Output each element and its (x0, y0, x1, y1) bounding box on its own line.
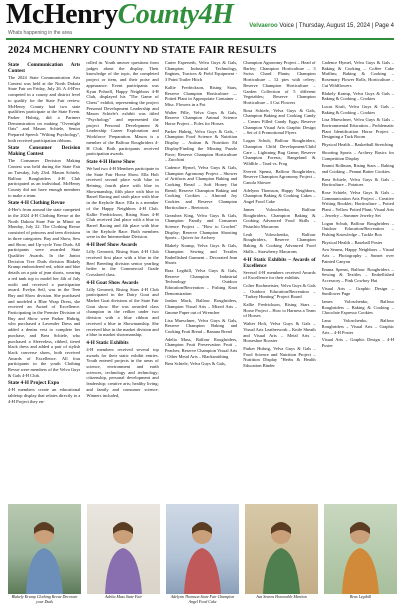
section-body: Leah Voloschenko, Balfour Roughriders, Reserve Champion Baking & Cooking Advanced Food Skills – Strawberry Macarons (243, 231, 316, 254)
article-column (86, 60, 158, 500)
article-column (322, 60, 394, 500)
photo-caption: Brax Legibill (349, 594, 372, 599)
person-figure (166, 504, 239, 594)
section-body: Colter Bochmeister, Velva Guys & Gals – Outdoor Education/Recreation – "Turkey Hunting" Project Board (243, 282, 316, 300)
brand-logo (6, 0, 233, 30)
brand-left: McHenry (6, 0, 118, 30)
section-body: Several 4-H members received Awards of Excellence for their exhibits. (243, 269, 316, 281)
section-body: The 2024 State Communication Arts Contest was held at the North Dakota State Fair on Friday, July 26. A 4-H'ers competed in a county and district level to qualify for the State Fair review. McHenry County had two state qualifiers participate at the State Event. Parker Hubrig, did a Partners Demonstration on making "Overnight Oats" and Mason Schiele, Senior Prepared Speech "Wilting Psychology", both received participation ribbons. (8, 75, 81, 143)
tagline: Whats happening in the area (8, 30, 72, 36)
section-body: James Voloschenko, Balfour Roughriders, Champion Baking & Cooking Advanced Food Skills – Pistachio Macarons (243, 206, 316, 229)
section-heading: 4-H Goat Show Awards (86, 279, 139, 286)
photo-item (245, 504, 318, 610)
section-body: Adelia Mass, Balfour Roughriders, Champion Fruit Preservation Fruit – Peaches; Reserve Champion Visual Arts / Other Metal Arts – Blacksmithing (164, 336, 238, 359)
section-body: Brea Schiele, Velva Guys & Gals, (164, 361, 226, 367)
section-body: Lilly Geroneit, Rising Stars 4-H Club participated in the Dairy Goat and Market Goat divisions of the State Fair Goat show. She was awarded class champion in the reilker under two division with a blue ribbon and received a blue in Showmanship. She received blue in the market division and a blue in market showmanship. (86, 286, 159, 338)
section-body: James Voloschenko, Balfour Roughriders – Baking & Cooking – Chocolate Espresso Cookies (321, 299, 395, 316)
brand-right: County4H (117, 0, 234, 30)
section-body: Lilly Geroneit, Rising Stars 4-H Club received first place with a blue in the Beef Breeding division senior yearling heifer in the Commercial Grade Crossbred class. (86, 249, 159, 277)
section-heading: State 4-H Project Expo (8, 380, 60, 387)
section-body: Brea Schiele, Velva Guys & Gals – Horticulture – Potatoes (321, 176, 395, 188)
photo-image (245, 504, 318, 594)
section-body: Ava Searns, Happy Neighbors – Visual Arts – Photography – Sunset over Painted Canyon (321, 247, 395, 264)
section-body: Parker Hubrig, Velva Guys & Gals, - Champion Food Science & Nutrition Display – Autism & Nutrition Ed Display/Finding the Missing Puzzle Piece; Reserve Champion Horticulture – Zucchini (164, 128, 238, 163)
section-body: Rosa Schiele, Velva Guys & Gals, Champion Baking and Cooking Candy – Cream Filled Candy Eggs; Reserve Champion Visual Arts Graphic Design – Set of 4 Promotional Flyers (243, 107, 316, 136)
section-body: Logan Schuh, Balfour Roughriders, Champion Child Development/Child Care – Lightning Bug Game; Reserve Champion Forests, Rangeland & Wildlife – Toad vs. Frog (243, 138, 316, 166)
section-body: Cadence Hymel, Velva Guys & Gals – Baking & Cooking – Coffee Cake Muffins; Baking & Cooking – Rosemary Flower Rolls; Horticulture – Cut Wildflowers (321, 60, 395, 88)
article-column (243, 60, 315, 500)
section-body: Shooting Sports – Archery Basics for Competition Display (321, 149, 395, 161)
person-figure (245, 504, 318, 594)
section-heading: 4-H Beef Show Awards (86, 242, 138, 249)
section-body: Lana Voloschenko, Balfour Roughriders – Visual Arts – Graphic Arts – 4-H Poster (321, 318, 395, 335)
person-figure (324, 504, 397, 594)
section-body: Parker Hubrig, Velva Guys & Gals – Food Science and Nutrition Project – Nutrition Display "Herbs & Health Education Binder (243, 345, 316, 369)
section-body: Lisa Mueschner, Velva Guys & Gals, Reserve Champion Baking and Cooking Fruit Bread – Banana Bread (164, 317, 238, 334)
photo-image (87, 504, 160, 594)
section-body: Rose Schiele, Velva Guys & Gals – Communication Arts Project – Creative Writing Booklet; Horticulture – Potted Plant – Yellow Potted Plant; Visual Arts – Jewelry – Summer Jewelry Set (321, 190, 395, 218)
section-heading: State 4-H Clothing Revue (8, 200, 65, 207)
section-body: Blakely Kramp, Velva Guys & Gals – Baking & Cooking – Cookies (321, 90, 395, 102)
photo-caption: Blakely Kramp Clothing Revue Decorate your Duds (11, 594, 78, 604)
photo-item (8, 504, 81, 610)
section-body: Cadence Hymel, Velva Guys & Gals, Champion Agronomy Project – Shower of Artifacts and Champion Baking and Cooking Bread – Soft Honey Oat Bread; Reserve Champion Baking and Cooking Cookies – Almond Joy Cookies and Reserve Champion Horticulture – Beetroots (164, 164, 238, 210)
section-body: Kallie Fredrickson, Rising Stars, Reserve Champion Horticulture — Potted Plant in Appropriate Container – Misc. Flowers in a Pot (164, 84, 238, 107)
photo-image (324, 504, 397, 594)
section-body: Champion Agronomy Project – Head of Barley; Champion Horticulture – 3 Swiss Chard Plants; Champion Horticulture – 12 pies with celery; Reserve Champion Horticulture – Garden Collection of 5 different Vegetables; Reserve Champion Horticulture – 3 Cut Flowers (243, 60, 316, 105)
photo-image (166, 504, 239, 594)
section-heading: State Consumer Decision Making Contest (8, 145, 81, 158)
article-column (8, 60, 80, 500)
section-body: Logan Schuh, Balfour Roughriders – Outdoor Education/Recreation – Fishing Knowledge – Tackle Box (321, 220, 395, 237)
photo-caption: Adelia Mass State Fair (105, 594, 142, 599)
photo-item (324, 504, 397, 610)
photo-item (87, 504, 160, 610)
section-body: Lisa Mueschner, Velva Guys & Gals – Environmental Education – Problematic Plant Identification Horse Project – Designing a Tack Room (321, 117, 395, 140)
section-body: The Consumer Decision Making Contest was held during the State Fair on Tuesday, July 23rd. Mason Schiele, Balfour Roughriders 4-H Club participated as an individual. McHenry County did not have enough members to make a team. (8, 158, 81, 198)
section-body: rolled in. Youth answer questions from judges about the display. Their knowledge of the topic, the completed project or item, and their poise and appearance. Event participants was Kyan Pohsell, Happy Neighbors 4-H Club, displayed his "The Game of Chess" exhibit, representing the project Personal Development Leadership and Mason Schiele's exhibit was titled "Psychology" and represented the project Personal Development & Leadership Career Exploration and Workforce Preparation. Mason is a member of the Balfour Roughriders 4-H Club. Both participants received participation awards. (86, 60, 159, 157)
section-body: We had two 4-H Members participate in the State Fair Horse Show. Ella Holt received second place with blue in Reining, fourth place with blue in Showmanship, fifth place with blue in Barrel Racing and sixth place with blue in the Keyhole Race. Ella is a member of the Happy Neighbors 4-H Club. Kallie Fredrickson, Rising Stars 4-H Club received 2nd place with a blue in Barrel Racing and 4th place with blue in the Keyhole Race. Both members were in the Intermediate Division. (86, 165, 159, 240)
person-figure (8, 504, 81, 594)
photo-strip (8, 504, 394, 610)
section-body: Walter Pille, Velva Guys & Gals, Reserve Champion Animal Science Horse Project – Poles for Horses (164, 109, 238, 127)
article-columns (8, 60, 394, 500)
section-body: Blakely Kramp, Velva Guys & Gals, Champion Sewing and Textiles Embellished Garment – Decorated Jean Shorts (164, 243, 238, 266)
section-body: Greashea King, Velva Guys & Gals, Champion Family and Consumer Science Project – "How to Crochet" Display; Reserve Champion Shooting Sports – Quiver for Archery (164, 212, 238, 241)
page-headline: 2024 MCHENRY COUNTY ND STATE FAIR RESULTS (8, 45, 277, 56)
section-body: 4-H members received several top awards for their static exhibit entries. Youth entered projects in the areas of science, environment and earth sciences, technology and technology; citizenship, personal development and leadership; creative arts; healthy living; and family and consumer science. Winners included, (86, 346, 159, 398)
photo-image (8, 504, 81, 594)
section-body: Everett Spenst, Balfour Roughriders, Reserve Champion Agronomy Project – Canola Shower (243, 168, 316, 186)
masthead-rule (6, 38, 394, 40)
section-body: Lucas Kraft, Velva Guys & Gals – Baking & Cooking – Cookies (321, 103, 395, 115)
section-heading: 4-H Static Exhibits – Awards of Excellence (243, 256, 316, 269)
section-body: 4-H members create an educational tabletop display that relates directly to a 4-H Project they en- (8, 387, 81, 404)
section-body: Adelynn Thomson, Happy Neighbors, Champion Baking & Cooking Cakes – Angel Food Cake (243, 187, 316, 205)
photo-caption: Adelynn Thomson State Fair Champion Angel Food Cake (170, 594, 235, 604)
section-body: Jordan Mack, Balfour Roughriders, Champion Visual Arts – Mixed Arts – Gnome Paper out of Wrencher (164, 298, 238, 315)
issue-line: Velvaeroo Voice | Thursday, August 15, 2024 | Page 4 (249, 23, 394, 29)
section-body: Visual Arts – Graphic Design – Sunflower Page (321, 285, 395, 297)
person-figure (87, 504, 160, 594)
section-body: Carter Esperseth, Velva Guys & Gals, Champion Industrial Technology, Engines, Tractors & Field Equipment - 3 Point Trailer Hitch (164, 60, 238, 83)
section-body: Emma Spenst, Balfour Roughriders – Sewing & Textiles – Embellished Accessory – Pink Cowboy Hat (321, 266, 395, 283)
photo-caption: Ava Searns Honorable Mention (256, 594, 307, 599)
section-heading: 4-H Static Exhibits (86, 339, 129, 346)
section-body: Physical Health – Baseball Poster (321, 239, 383, 245)
article-column (165, 60, 237, 500)
section-body: Walter Holt, Velva Guys & Gals – Visual Arts Leatherwork – Knife Sheath and Visual Arts – Metal Arts – Horseshoe Rooster (243, 321, 316, 344)
section-body: 4-Her's from around the state competed in the 2024 4-H Clothing Revue at the North Dakota State Fair in Minot on Monday, July 22. The Clothing Revue consisted of princess and teen divisions in three categories: Buy and Show, Sew and Show, and Up-cycle Your Duds. All participants were awarded State Qualifier Awards. In the Junior Decision Tree Duds division Blakely Kramp embroidered red, white and blue details on a pair of jean shorts, wearing a red tank top to model her 4th of July outfit and received a participation award. Evelyn Seil, was in the Teen Buy and Show division. She purchased and modeled a Blue Wrap Dress, she received an Award of Excellence. Participating in the Premier Division of Buy and Show were Parker Hubrig, who purchased a Lavender Dress and added a denim vest to complete her purchase, and Brea Schiele, who purchased a Sleeveless, ribbed, tiered black dress and added a pair of stylish black converse shoes, both received Awards of Excellence. All four participants in the youth Clothing Revue were members of the Velva Guys & Gals 4-H Club. (8, 207, 81, 378)
section-body: Kallie Fredrickson, Rising Stars – Horse Project – How to Harness a Team of Horses (243, 302, 316, 319)
section-body: Visual Arts – Graphic Design – 4-H Poster (321, 337, 395, 348)
section-body: Emmit Rollman, Rising Stars – Baking and Cooking – Peanut Butter Cookies (321, 163, 395, 174)
section-heading: State Communication Arts Contest (8, 62, 81, 74)
masthead (0, 0, 400, 38)
section-heading: State 4-H Horse Show (86, 158, 136, 165)
section-body: Physical Health – Basketball Stretching (321, 142, 394, 148)
section-body: Brax Legibill, Velva Guys & Gals, Reserve Champion Industrial Technology Outdoor Education/Recreation – Fishing Knot Demonstration (164, 267, 238, 296)
photo-item (166, 504, 239, 610)
